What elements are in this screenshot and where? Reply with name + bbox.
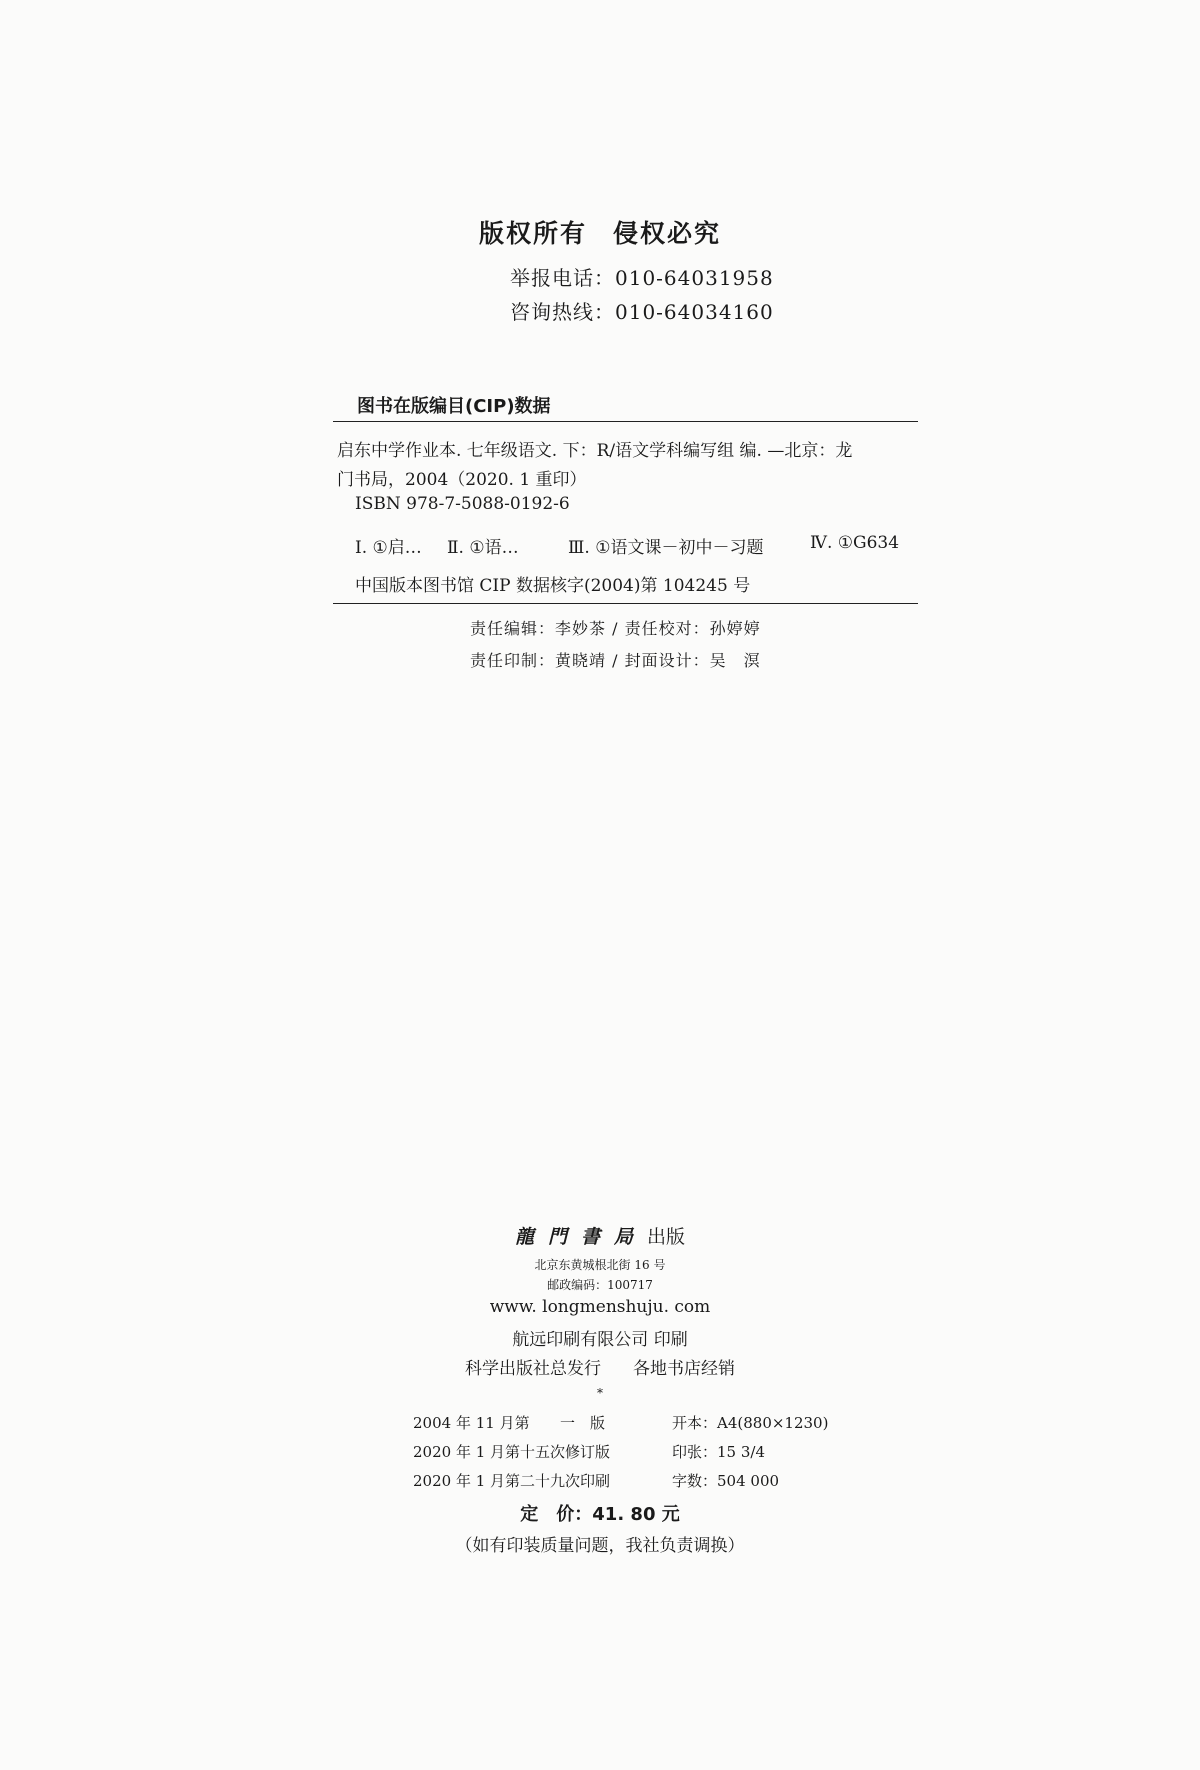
sheets-spec: 印张：15 3/4	[672, 1443, 765, 1461]
consult-hotline: 咨询热线：010-64034160	[510, 300, 774, 324]
quality-note: （如有印装质量问题，我社负责调换）	[455, 1536, 745, 1556]
edition-1-label: 一 版	[560, 1414, 606, 1432]
cip-class-3: Ⅲ. ①语文课－初中－习题	[568, 538, 764, 558]
sellers: 各地书店经销	[633, 1359, 735, 1379]
cip-isbn: ISBN 978-7-5088-0192-6	[355, 494, 570, 514]
distributor: 科学出版社总发行	[465, 1359, 601, 1379]
publisher-line	[0, 1222, 1200, 1249]
cip-class-4: Ⅳ. ①G634	[810, 533, 900, 553]
copyright-title-left: 版权所有	[478, 219, 587, 248]
publisher-address: 北京东黄城根北街 16 号	[534, 1258, 666, 1272]
cip-library-number: 中国版本图书馆 CIP 数据核字(2004)第 104245 号	[355, 576, 751, 596]
wordcount-spec: 字数：504 000	[672, 1472, 780, 1490]
separator-asterisk: *	[597, 1386, 603, 1400]
copyright-title-right: 侵权必究	[613, 219, 722, 248]
cip-bottom-rule	[333, 603, 918, 604]
cip-line-2: 门书局，2004（2020. 1 重印）	[337, 470, 587, 490]
cip-class-1: Ⅰ. ①启…	[355, 538, 422, 558]
edition-2-date: 2020 年 1 月第十五次修订版	[413, 1443, 611, 1461]
responsibility-line-1: 责任编辑：李妙茶 / 责任校对：孙婷婷	[470, 619, 761, 638]
edition-1-date: 2004 年 11 月第	[413, 1414, 530, 1432]
cip-heading: 图书在版编目(CIP)数据	[357, 396, 551, 417]
publisher-website: www. longmenshuju. com	[489, 1297, 711, 1317]
publisher-name: 龍門書局	[514, 1226, 647, 1248]
price: 定 价：41. 80 元	[520, 1504, 680, 1525]
copyright-title	[0, 214, 1200, 250]
format-spec: 开本：A4(880×1230)	[672, 1414, 829, 1432]
publisher-postcode: 邮政编码：100717	[547, 1278, 653, 1292]
edition-3-date: 2020 年 1 月第二十九次印刷	[413, 1472, 611, 1490]
report-phone: 举报电话：010-64031958	[510, 266, 774, 290]
cip-line-1: 启东中学作业本. 七年级语文. 下：R/语文学科编写组 编. —北京：龙	[337, 441, 853, 461]
printer: 航远印刷有限公司 印刷	[512, 1330, 688, 1350]
cip-top-rule	[333, 421, 918, 422]
cip-class-2: Ⅱ. ①语…	[447, 538, 519, 558]
responsibility-line-2: 责任印制：黄晓靖 / 封面设计：吴 溟	[470, 651, 761, 670]
publisher-suffix: 出版	[647, 1226, 686, 1248]
distribution-line	[0, 1354, 1200, 1379]
